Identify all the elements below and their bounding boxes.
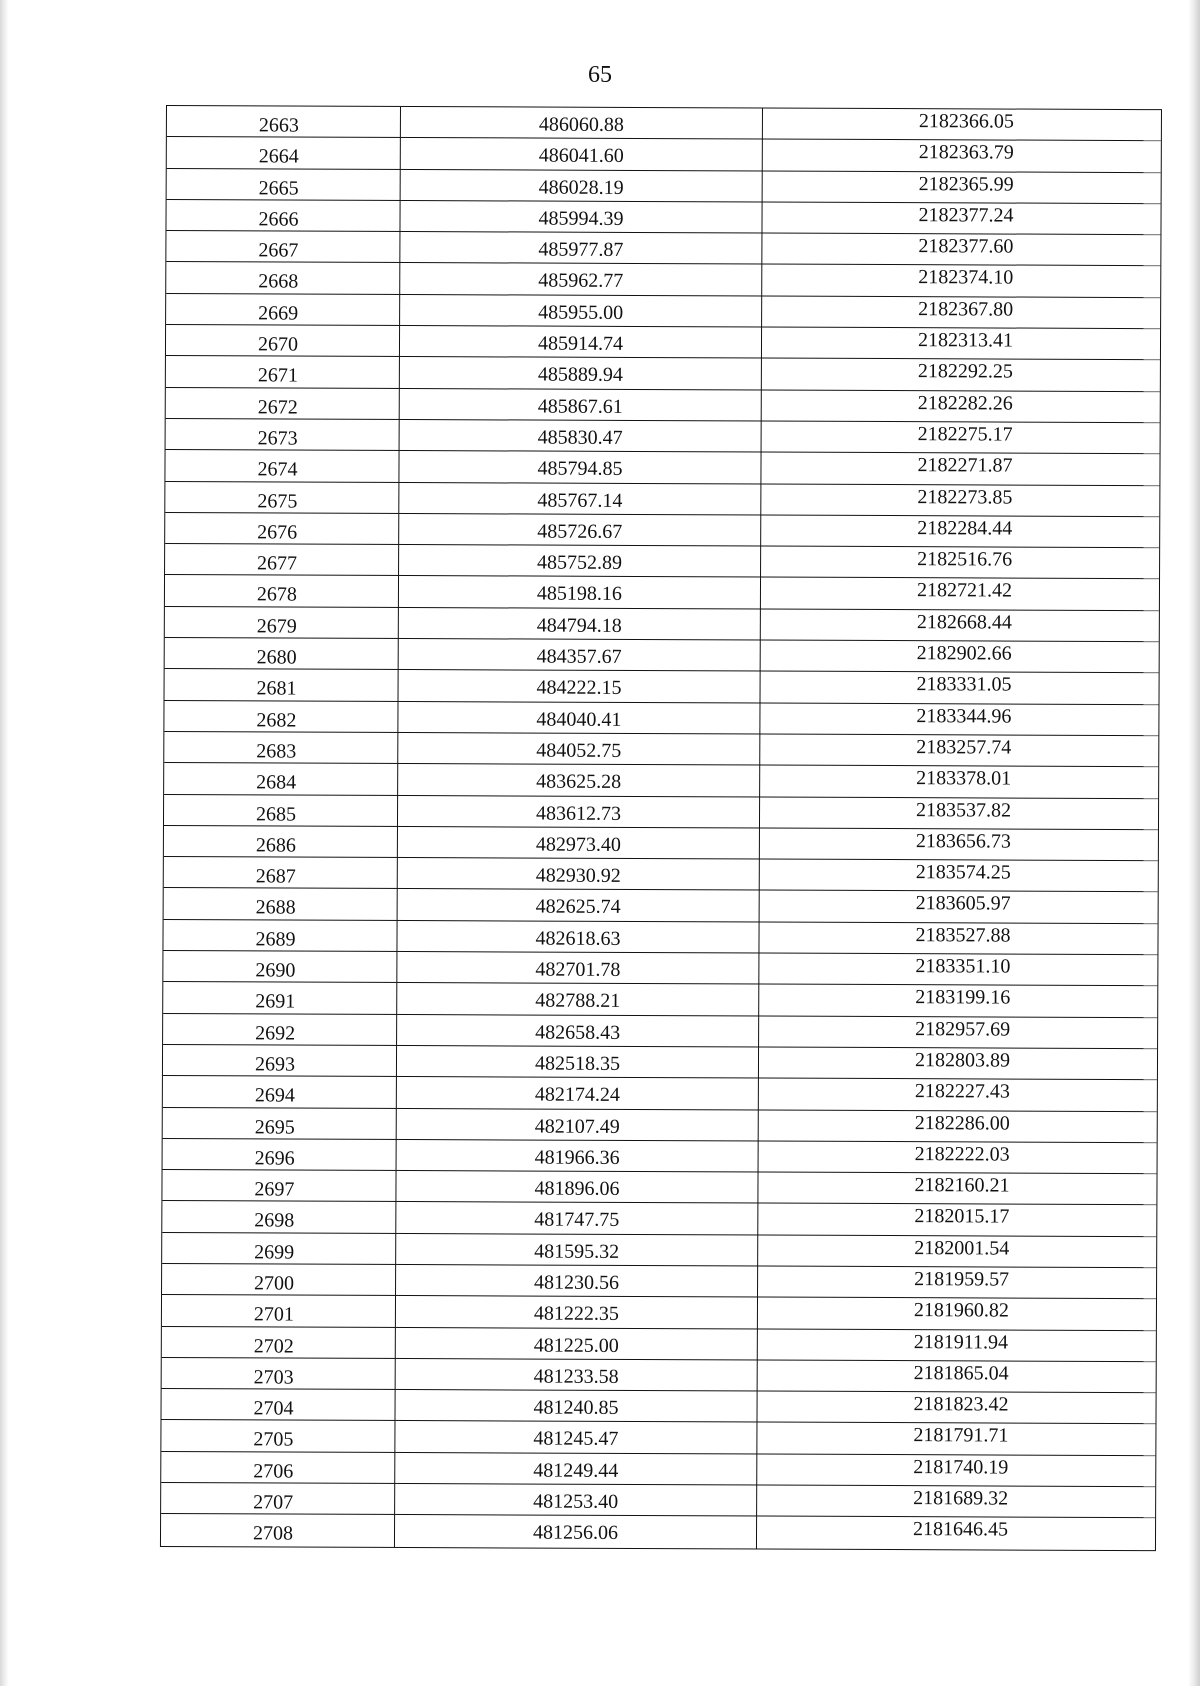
point-number-cell: 2693 [163, 1045, 397, 1076]
y-coordinate-cell: 2182292.25 [917, 360, 1013, 383]
point-number-cell: 2665 [167, 169, 401, 200]
point-number-cell: 2691 [163, 982, 397, 1013]
table-row [165, 607, 1159, 642]
x-coordinate-cell: 485962.77 [400, 263, 762, 295]
y-coordinate-cell: 2182160.21 [914, 1174, 1010, 1197]
point-number-cell: 2705 [161, 1420, 395, 1451]
point-number-cell: 2669 [166, 294, 400, 325]
y-coordinate-cell: 2181823.42 [913, 1393, 1009, 1416]
x-coordinate-cell: 482788.21 [397, 983, 759, 1015]
point-number-cell: 2678 [165, 575, 399, 606]
x-coordinate-cell: 485914.74 [400, 326, 762, 358]
point-number-cell: 2707 [161, 1483, 395, 1514]
table-row [165, 575, 1159, 610]
table-row [164, 701, 1158, 736]
y-coordinate-cell: 2181959.57 [914, 1268, 1010, 1291]
x-coordinate-cell: 482518.35 [397, 1046, 759, 1078]
point-number-cell: 2672 [166, 388, 400, 419]
point-number-cell: 2706 [161, 1452, 395, 1483]
y-coordinate-cell: 2181791.71 [913, 1424, 1009, 1448]
table-row [162, 1358, 1156, 1393]
table-row [165, 544, 1159, 579]
table-row [166, 231, 1160, 266]
x-coordinate-cell: 481249.44 [395, 1453, 757, 1485]
y-coordinate-cell: 2182222.03 [914, 1142, 1010, 1166]
y-coordinate-cell: 2182516.76 [917, 548, 1013, 571]
point-number-cell: 2702 [162, 1327, 396, 1358]
x-coordinate-cell: 486041.60 [401, 138, 763, 170]
x-coordinate-cell: 482625.74 [398, 889, 760, 921]
point-number-cell: 2703 [162, 1358, 396, 1389]
table-row [161, 1452, 1155, 1487]
y-coordinate-cell: 2183199.16 [915, 986, 1011, 1009]
y-coordinate-cell: 2181689.32 [913, 1487, 1009, 1510]
x-coordinate-cell: 482107.49 [397, 1108, 759, 1140]
x-coordinate-cell: 484222.15 [399, 670, 761, 702]
coordinates-table [160, 105, 1162, 1551]
x-coordinate-cell: 481966.36 [397, 1140, 759, 1172]
y-coordinate-cell: 2182957.69 [915, 1017, 1011, 1041]
y-coordinate-cell: 2182284.44 [917, 517, 1013, 540]
y-coordinate-cell: 2183378.01 [916, 767, 1012, 790]
x-coordinate-cell: 482658.43 [397, 1015, 759, 1047]
y-coordinate-cell: 2182721.42 [916, 579, 1013, 603]
x-coordinate-cell: 484040.41 [398, 702, 760, 734]
x-coordinate-cell: 485994.39 [400, 201, 762, 233]
y-coordinate-cell: 2182668.44 [916, 610, 1012, 634]
y-coordinate-cell: 2182365.99 [918, 172, 1014, 196]
x-coordinate-cell: 481747.75 [396, 1202, 758, 1234]
x-coordinate-cell: 485198.16 [399, 576, 761, 608]
table-row [165, 482, 1159, 517]
x-coordinate-cell: 485889.94 [400, 357, 762, 389]
table-row [167, 169, 1161, 204]
x-coordinate-cell: 484052.75 [398, 733, 760, 765]
point-number-cell: 2684 [164, 763, 398, 794]
point-number-cell: 2666 [166, 200, 400, 231]
point-number-cell: 2671 [166, 356, 400, 387]
x-coordinate-cell: 481222.35 [396, 1296, 758, 1328]
table-row [164, 826, 1158, 861]
point-number-cell: 2686 [164, 826, 398, 857]
point-number-cell: 2697 [162, 1170, 396, 1201]
table-row [167, 137, 1161, 172]
scan-edge-left [0, 0, 9, 1686]
table-row [162, 1170, 1156, 1205]
point-number-cell: 2694 [163, 1076, 397, 1107]
point-number-cell: 2675 [165, 482, 399, 513]
y-coordinate-cell: 2183574.25 [915, 861, 1011, 884]
y-coordinate-cell: 2182001.54 [914, 1236, 1010, 1260]
table-row [164, 888, 1158, 923]
y-coordinate-cell: 2181960.82 [913, 1299, 1010, 1322]
point-number-cell: 2670 [166, 325, 400, 356]
x-coordinate-cell: 482973.40 [398, 827, 760, 859]
point-number-cell: 2698 [162, 1201, 396, 1232]
point-number-cell: 2677 [165, 544, 399, 575]
table-row [166, 419, 1160, 454]
x-coordinate-cell: 486028.19 [401, 170, 763, 202]
y-coordinate-cell: 2182286.00 [914, 1111, 1010, 1135]
point-number-cell: 2664 [167, 137, 401, 168]
y-coordinate-cell: 2182271.87 [917, 454, 1013, 477]
point-number-cell: 2687 [164, 857, 398, 888]
y-coordinate-cell: 2183527.88 [915, 923, 1011, 947]
table-row [164, 763, 1158, 798]
point-number-cell: 2688 [164, 888, 398, 919]
point-number-cell: 2679 [165, 607, 399, 638]
x-coordinate-cell: 484357.67 [399, 639, 761, 671]
y-coordinate-cell: 2183351.10 [915, 955, 1011, 978]
scan-edge-right [1188, 0, 1200, 1686]
x-coordinate-cell: 485752.89 [399, 545, 761, 577]
x-coordinate-cell: 485794.85 [399, 451, 761, 483]
table-row [166, 356, 1160, 391]
table-row [166, 262, 1160, 297]
x-coordinate-cell: 481240.85 [395, 1390, 757, 1422]
x-coordinate-cell: 485726.67 [399, 514, 761, 546]
y-coordinate-cell: 2183331.05 [916, 673, 1012, 696]
point-number-cell: 2667 [166, 231, 400, 262]
y-coordinate-cell: 2182015.17 [914, 1205, 1010, 1228]
y-coordinate-cell: 2181740.19 [913, 1455, 1009, 1479]
table-row [163, 1076, 1157, 1111]
point-number-cell: 2668 [166, 262, 400, 293]
point-number-cell: 2674 [165, 450, 399, 481]
y-coordinate-cell: 2182275.17 [917, 423, 1013, 446]
point-number-cell: 2692 [163, 1014, 397, 1045]
point-number-cell: 2682 [164, 701, 398, 732]
point-number-cell: 2690 [163, 951, 397, 982]
table-row [163, 1045, 1157, 1080]
page-number: 65 [588, 62, 612, 88]
table-row [161, 1389, 1155, 1424]
y-coordinate-cell: 2182313.41 [917, 329, 1014, 352]
y-coordinate-cell: 2183344.96 [916, 704, 1012, 728]
x-coordinate-cell: 481256.06 [395, 1515, 757, 1548]
y-coordinate-cell: 2181865.04 [913, 1362, 1009, 1385]
table-row [166, 294, 1160, 329]
y-coordinate-cell: 2181911.94 [913, 1330, 1009, 1354]
table-row [163, 1107, 1157, 1142]
point-number-cell: 2689 [163, 920, 397, 951]
x-coordinate-cell: 483625.28 [398, 764, 760, 796]
x-coordinate-cell: 484794.18 [399, 608, 761, 640]
point-number-cell: 2696 [163, 1139, 397, 1170]
y-coordinate-cell: 2182367.80 [918, 297, 1014, 321]
y-coordinate-cell: 2182363.79 [918, 141, 1014, 164]
table-row [164, 732, 1158, 767]
x-coordinate-cell: 482701.78 [397, 952, 759, 984]
table-row [161, 1483, 1155, 1518]
x-coordinate-cell: 481245.47 [395, 1421, 757, 1453]
table-row [165, 669, 1159, 704]
point-number-cell: 2685 [164, 795, 398, 826]
x-coordinate-cell: 482930.92 [398, 858, 760, 890]
y-coordinate-cell: 2183656.73 [915, 829, 1011, 853]
table-row [166, 200, 1160, 235]
table-row [165, 638, 1159, 673]
table-row [163, 920, 1157, 955]
x-coordinate-cell: 483612.73 [398, 796, 760, 828]
table-row [162, 1233, 1156, 1268]
table-row [165, 513, 1159, 548]
table-row [163, 1139, 1157, 1174]
y-coordinate-cell: 2183605.97 [915, 892, 1011, 915]
table-row [161, 1514, 1155, 1549]
table-row [163, 982, 1157, 1017]
table-row [167, 106, 1161, 141]
table-row [162, 1264, 1156, 1299]
x-coordinate-cell: 485767.14 [399, 483, 761, 515]
point-number-cell: 2683 [164, 732, 398, 763]
point-number-cell: 2704 [161, 1389, 395, 1420]
point-number-cell: 2695 [163, 1107, 397, 1138]
x-coordinate-cell: 486060.88 [401, 107, 763, 139]
point-number-cell: 2676 [165, 513, 399, 544]
y-coordinate-cell: 2181646.45 [912, 1518, 1009, 1541]
table-row [164, 795, 1158, 830]
point-number-cell: 2708 [161, 1514, 395, 1546]
y-coordinate-cell: 2183257.74 [916, 736, 1012, 759]
y-coordinate-cell: 2183537.82 [916, 798, 1012, 822]
y-coordinate-cell: 2182803.89 [914, 1049, 1011, 1072]
y-coordinate-cell: 2182282.26 [917, 391, 1013, 415]
table-row [161, 1420, 1155, 1455]
y-coordinate-cell: 2182273.85 [917, 485, 1013, 509]
x-coordinate-cell: 481225.00 [396, 1328, 758, 1360]
point-number-cell: 2681 [165, 669, 399, 700]
x-coordinate-cell: 481896.06 [396, 1171, 758, 1203]
y-coordinate-cell: 2182374.10 [918, 266, 1014, 290]
point-number-cell: 2700 [162, 1264, 396, 1295]
x-coordinate-cell: 485955.00 [400, 295, 762, 327]
y-coordinate-cell: 2182227.43 [914, 1080, 1010, 1103]
table-row [162, 1295, 1156, 1330]
x-coordinate-cell: 485977.87 [400, 232, 762, 264]
x-coordinate-cell: 485830.47 [400, 420, 762, 452]
table-row [165, 450, 1159, 485]
point-number-cell: 2663 [167, 106, 401, 137]
table-row [162, 1201, 1156, 1236]
y-coordinate-cell: 2182902.66 [916, 642, 1012, 665]
y-coordinate-cell: 2182377.24 [918, 204, 1014, 227]
point-number-cell: 2701 [162, 1295, 396, 1326]
table-row [164, 857, 1158, 892]
x-coordinate-cell: 481253.40 [395, 1484, 757, 1516]
x-coordinate-cell: 481595.32 [396, 1234, 758, 1266]
y-coordinate-cell: 2182377.60 [918, 235, 1014, 258]
table-row [163, 951, 1157, 986]
x-coordinate-cell: 482174.24 [397, 1077, 759, 1109]
x-coordinate-cell: 482618.63 [397, 921, 759, 953]
y-coordinate-cell: 2182366.05 [918, 110, 1014, 133]
x-coordinate-cell: 485867.61 [400, 389, 762, 421]
x-coordinate-cell: 481230.56 [396, 1265, 758, 1297]
table-row [163, 1014, 1157, 1049]
table-row [166, 325, 1160, 360]
table-row [162, 1327, 1156, 1362]
point-number-cell: 2699 [162, 1233, 396, 1264]
point-number-cell: 2673 [166, 419, 400, 450]
point-number-cell: 2680 [165, 638, 399, 669]
x-coordinate-cell: 481233.58 [396, 1359, 758, 1391]
table-row [166, 388, 1160, 423]
